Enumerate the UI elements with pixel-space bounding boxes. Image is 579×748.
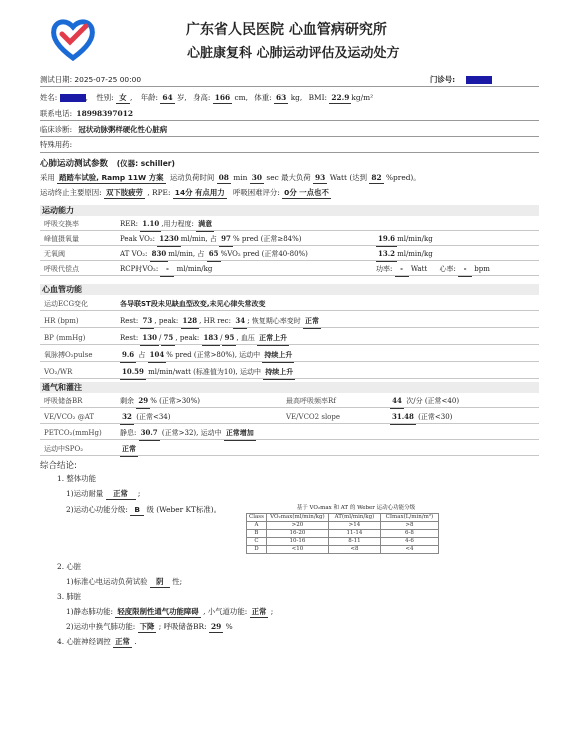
static-lung-function: 1)静态肺功能: 轻度限制性通气功能障碍 , 小气道功能: 正常 ; [66,607,274,616]
weber-header: CImax(L/min/m²) [380,513,438,521]
hospital-name: 广东省人民医院 心血管病研究所 [186,22,387,38]
row-hr: HR (bpm) Rest: 73 , peak: 128 , HR rec: 34 ; 恢复期心率变时 正常 [40,314,539,328]
weber-grid [246,513,439,554]
row-rcp: 呼吸代偿点 RCP时VO₂: - ml/min/kg 功率: - Watt 心率: - bpm [40,262,539,276]
neural-regulation: 4. 心脏神经调控 正常 . [57,637,137,646]
row-ecg: 运动ECG变化 各导联ST段未见缺血型改变,未见心律失常改变 [40,297,539,311]
cardiac-grade: 2)运动心功能分级: B 级 (Weber KT标准)。 [66,505,222,514]
section-ventilation: 通气和灌注 [40,382,539,393]
row-vo2wr: VO₂/WR 10.59 ml/min/watt (标准值为10), 运动中 持续上升 [40,365,539,379]
special-meds-row: 特殊用药: [40,140,73,149]
lung-section: 3. 肺脏 [57,592,82,601]
clinic-number: 门诊号: [430,76,492,85]
patient-info: 姓名: , 性别: 女 , 年龄: 64 岁, 身高: 166 cm, 体重: 63 kg, BMI: 22.9 kg/m² [40,93,374,102]
diagnosis-row: 临床诊断: 冠状动脉粥样硬化性心脏病 [40,125,168,134]
report-title: 心脏康复科 心肺运动评估及运动处方 [187,46,400,61]
weber-header: Class [247,513,267,521]
row-o2pulse: 氧脉搏O₂pulse 9.6 占 104 % pred (正常>80%), 运动中 持续上升 [40,348,539,362]
heart-section: 2. 心脏 [57,562,82,571]
weber-header: AT(ml/min/kg) [328,513,380,521]
exercise-tolerance: 1)运动耐量 正常 ; [66,489,141,498]
weber-table [246,505,466,554]
row-petco2: PETCO₂(mmHg) 静息: 30.7 (正常>32), 运动中 正常增加 [40,426,539,440]
hospital-logo [48,14,98,64]
table-row: A >20 >14 >8 [247,521,439,529]
ecg-stress-result: 1)标准心电运动负荷试验 阴 性; [66,577,183,586]
row-spo2: 运动中SPO₂ 正常 [40,442,539,456]
row-peak-vo2: 峰值摄氧量 Peak VO₂: 1230 ml/min, 占 97 % pred (正常≥84%) 19.6 ml/min/kg [40,232,539,246]
test-method-row: 采用 踏踏车试验, Ramp 11W 方案 运动负荷时间 08 min 30 sec 最大负荷 93 Watt (达到 82 %pred)。 [40,173,421,182]
conclusion-title: 综合结论: [40,461,77,471]
row-br: 呼吸储备BR 剩余 29 % (正常>30%) 最高呼吸频率Rf 44 次/分 (正常<40) [40,394,539,408]
redaction-mask [60,94,86,102]
redaction-mask [466,76,492,84]
overall-function: 1. 整体功能 [57,474,96,483]
row-at: 无氧阈 AT VO₂: 830 ml/min, 占 65 %VO₂ pred (正常40-80%) 13.2 ml/min/kg [40,247,539,261]
section-cardio: 心血管功能 [40,284,539,295]
weber-table-title: 基于 VO₂max 和 AT 的 Weber 运动心功能分级 [296,505,416,511]
test-date: 测试日期: 2025-07-25 00:00 [40,75,142,84]
test-params-title: 心肺运动测试参数 (仪器: schiller) [40,159,175,169]
section-capacity: 运动能力 [40,205,539,216]
table-row: B 16-20 11-14 6-8 [247,529,439,537]
table-row: D <10 <8 <4 [247,545,439,553]
stop-reason-row: 运动终止主要原因: 双下肢疲劳 , RPE: 14分 有点用力 呼吸困难评分: 0分 一点也不 [40,188,329,197]
table-row: C 10-16 8-11 4-6 [247,537,439,545]
row-rer: 呼吸交换率 RER: 1.10 ,用力程度: 满意 [40,217,539,231]
row-ve-at: VE/VCO₂ @AT 32 (正常<34) VE/VCO2 slope 31.48 (正常<30) [40,410,539,424]
exercise-ventilation: 2)运动中换气肺功能: 下降 ; 呼吸储备BR: 29 % [66,622,233,631]
weber-header: VO₂max(ml/min/kg) [266,513,328,521]
row-bp: BP (mmHg) Rest: 130 / 75 , peak: 183 / 95 , 血压 正常上升 [40,331,539,345]
phone-row: 联系电话: 18998397012 [40,109,133,118]
